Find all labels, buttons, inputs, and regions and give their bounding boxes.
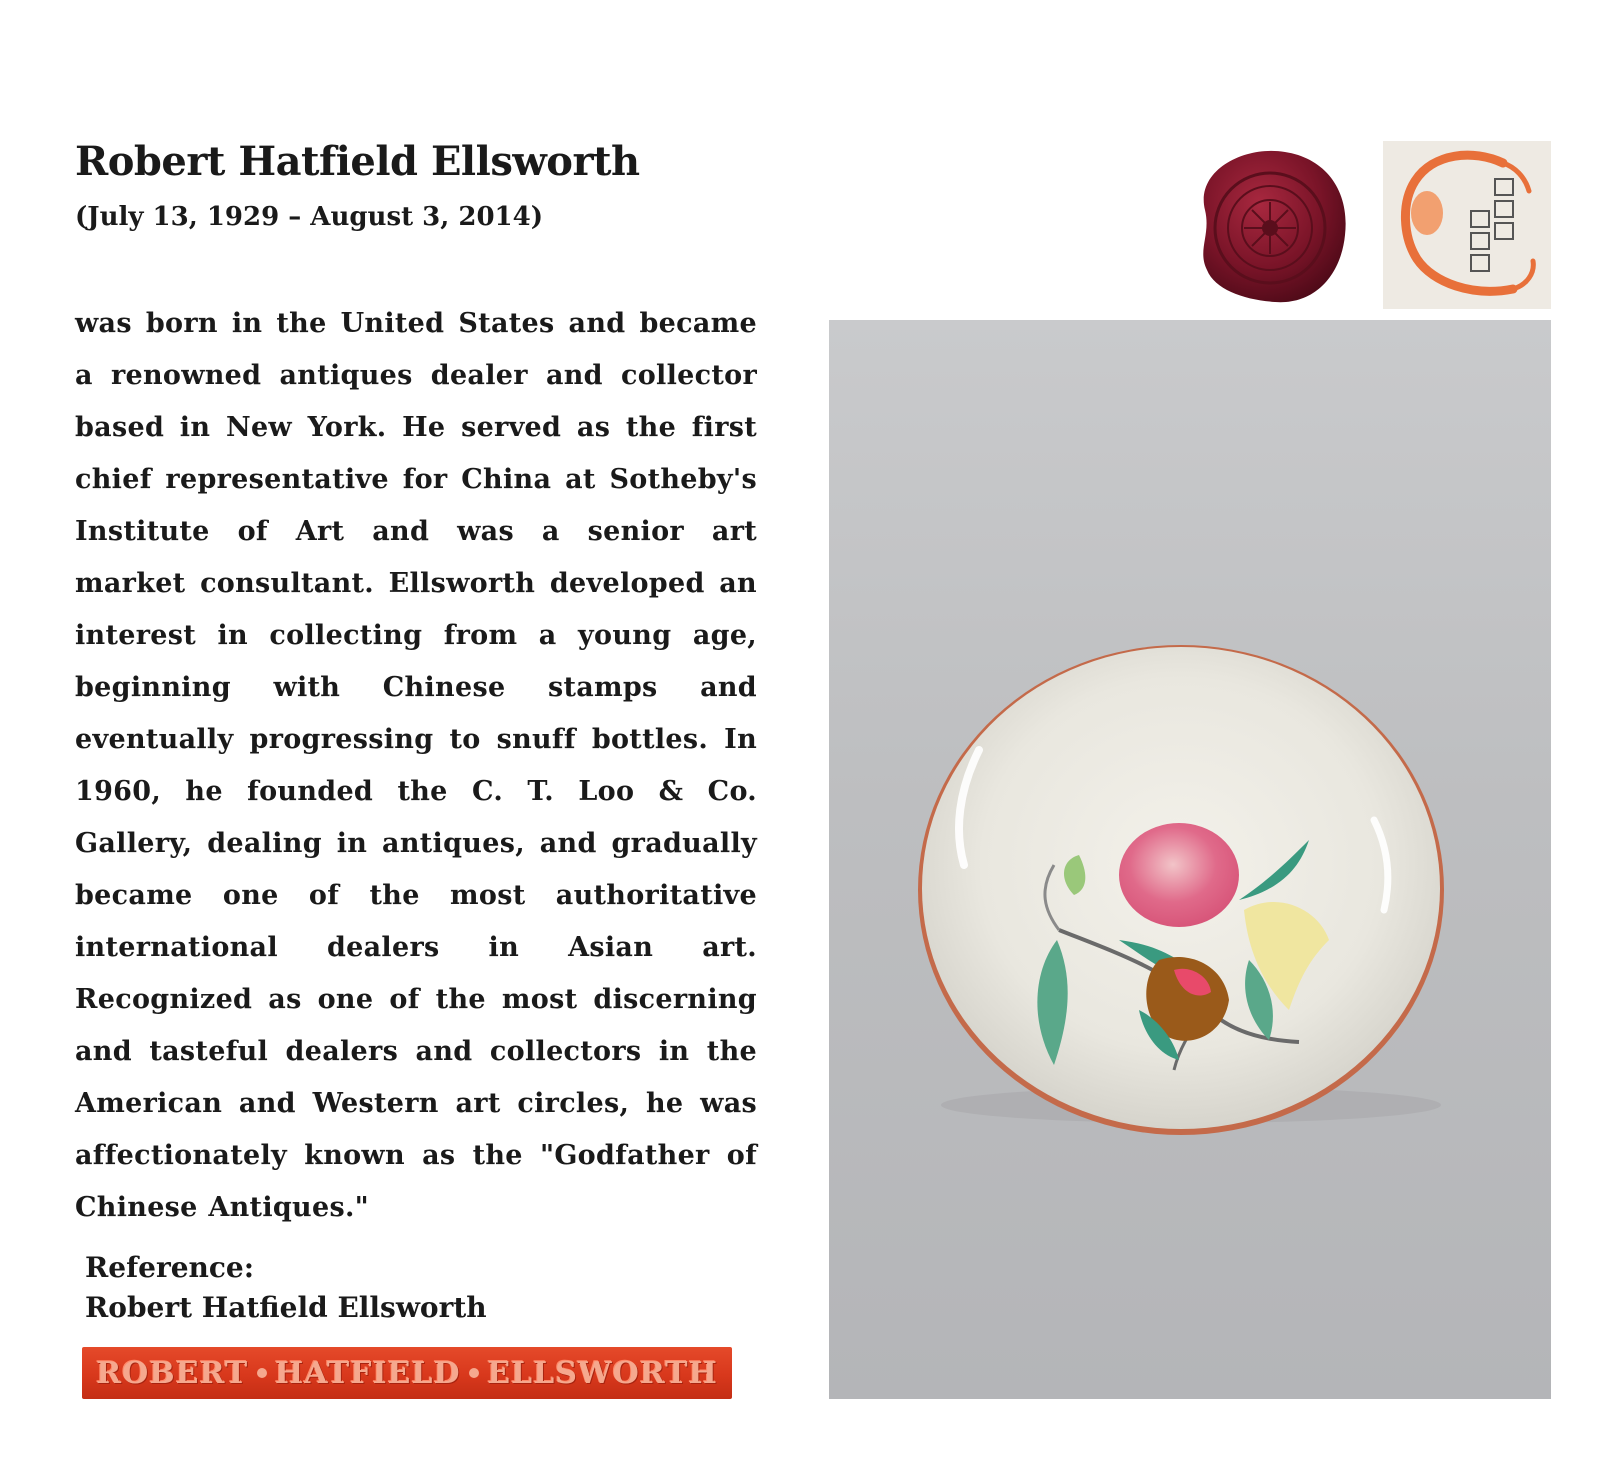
reference-name: Robert Hatfield Ellsworth <box>85 1291 487 1324</box>
reference-block <box>85 1248 487 1328</box>
biography-text: was born in the United States and became a renowned antiques dealer and collector based in New York. He served as the first chief representative for China at Sotheby's Institute of Art and was a senior art market consultant. Ellsworth developed an interest in collecting from a young age, beginning with Chinese stamps and eventually progressing to snuff bottles. In 1960, he founded the C. T. Loo & Co. Gallery, dealing in antiques, and gradually became one of the most authoritative international dealers in Asian art. Recognized as one of the most discerning and tasteful dealers and collectors in the American and Western art circles, he was affectionately known as the "Godfather of Chinese Antiques." <box>75 308 757 1223</box>
wax-seal-image <box>1185 140 1350 310</box>
name-stamp-impression <box>82 1347 732 1399</box>
dish-illustration <box>829 320 1551 1399</box>
person-name-title: Robert Hatfield Ellsworth <box>75 138 640 185</box>
stamp-dot <box>257 1368 267 1378</box>
stamp-word-1: ROBERT <box>96 1355 249 1391</box>
life-dates: (July 13, 1929 – August 3, 2014) <box>75 202 544 232</box>
stamp-word-3: ELLSWORTH <box>487 1355 718 1391</box>
collector-label-image <box>1383 141 1551 309</box>
reference-label: Reference: <box>85 1251 255 1284</box>
stamp-dot <box>469 1368 479 1378</box>
stamp-word-2: HATFIELD <box>274 1355 461 1391</box>
porcelain-dish-photo <box>829 320 1551 1399</box>
